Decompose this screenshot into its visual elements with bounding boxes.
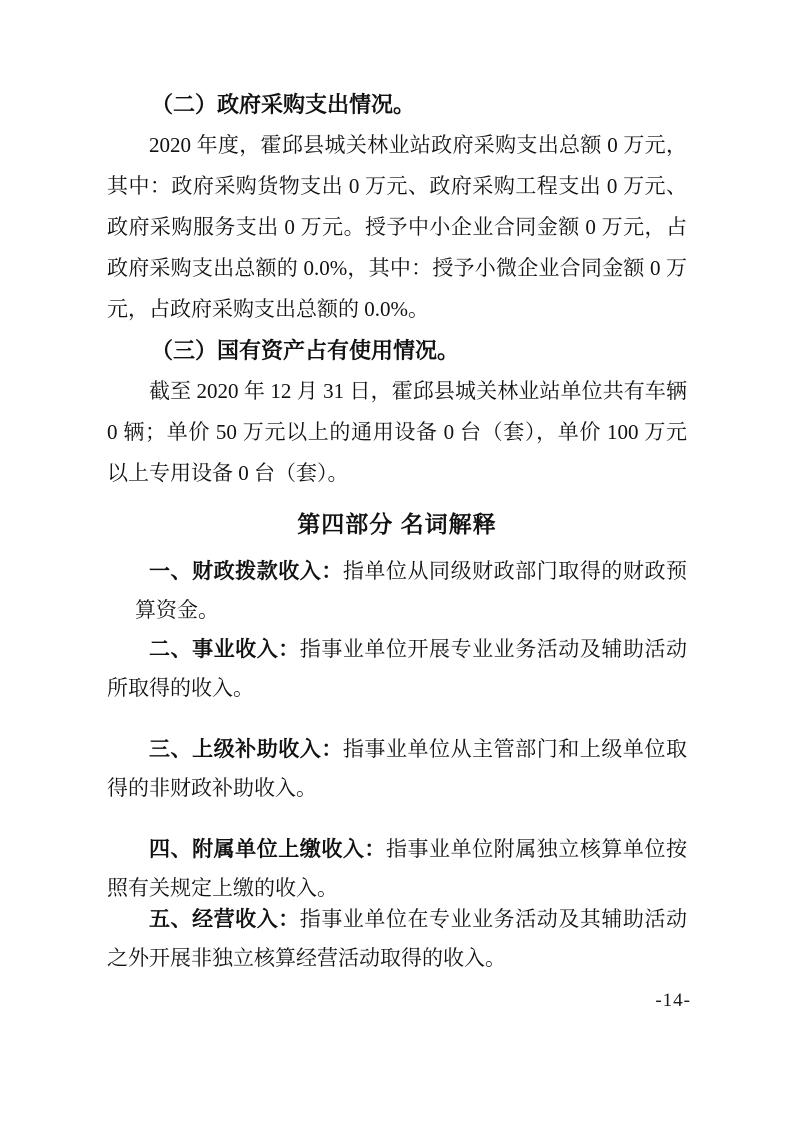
glossary-term: 二、事业收入： [149, 637, 300, 661]
glossary-term: 四、附属单位上缴收入： [149, 837, 386, 861]
glossary-definition: 指事业单位从主管部门和上级单位取得的非财政补助收入。 [107, 737, 687, 800]
glossary-definition: 指单位从同级财政部门取得的财政预算资金。 [135, 559, 687, 622]
glossary-definition: 指事业单位附属独立核算单位按照有关规定上缴的收入。 [107, 837, 688, 900]
glossary-item-business-operation-income [107, 900, 687, 978]
glossary-item-affiliated-unit-remittance-income [107, 830, 687, 908]
part-heading-glossary: 第四部分 名词解释 [297, 511, 497, 537]
section-heading-state-assets: （三）国有资产占有使用情况。 [151, 338, 460, 363]
section-paragraph-procurement: 2020 年度，霍邱县城关林业站政府采购支出总额 0 万元，其中：政府采购货物支出 0 万元、政府采购工程支出 0 万元、政府采购服务支出 0 万元。授予中小企业合同金额 0 万元，占政府采购支出总额的 0.0%，其中：授予小微企业合同金额 0 万元，占政府采购支出总额的 0.0%。 [107, 133, 687, 321]
glossary-definition: 指事业单位在专业业务活动及其辅助活动之外开展非独立核算经营活动取得的收入。 [107, 907, 688, 970]
glossary-item-superior-subsidy-income [107, 730, 687, 808]
section-paragraph-state-assets: 截至 2020 年 12 月 31 日，霍邱县城关林业站单位共有车辆 0 辆；单价 50 万元以上的通用设备 0 台（套），单价 100 万元以上专用设备 0 台（套）。 [107, 379, 687, 485]
glossary-item-operating-income-of-institution [107, 630, 687, 708]
glossary-term: 三、上级补助收入： [149, 737, 343, 761]
document-content [0, 84, 793, 978]
glossary-item-fiscal-appropriation-income [107, 552, 687, 630]
page-number: -14- [655, 990, 691, 1011]
glossary-definition: 指事业单位开展专业业务活动及辅助活动所取得的收入。 [107, 637, 688, 700]
glossary-term: 五、经营收入： [149, 907, 300, 931]
section-heading-government-procurement: （二）政府采购支出情况。 [151, 92, 416, 117]
glossary-term: 一、财政拨款收入： [149, 559, 343, 583]
